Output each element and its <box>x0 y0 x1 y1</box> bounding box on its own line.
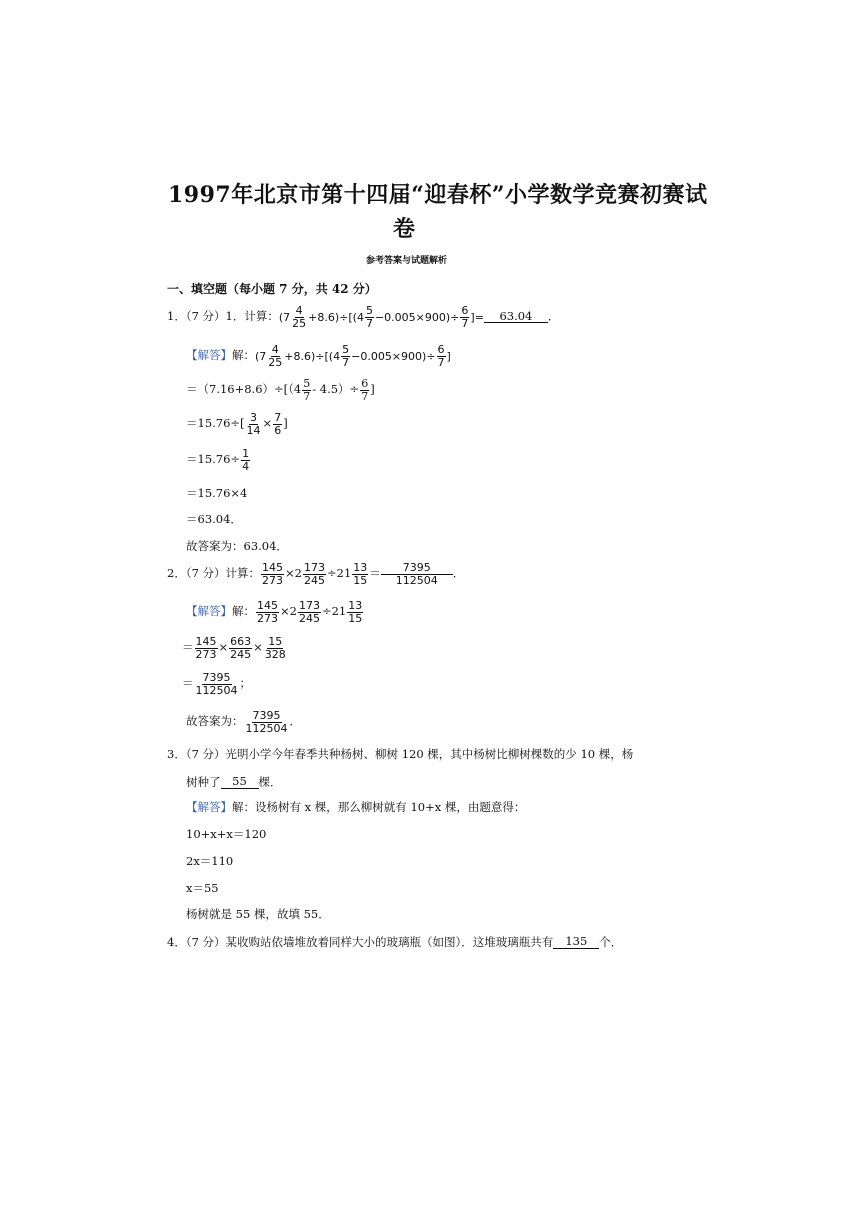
q2-step-1: ＝ $\frac{145}{273}$ × $\frac{663}{245}$ × $\frac{15}{328}$ <box>182 635 286 661</box>
solution-label: 【解答】 <box>186 800 232 814</box>
q1-final-answer: 故答案为：63.04． <box>186 539 288 553</box>
fraction: $\frac{5}{7}$ <box>365 304 373 330</box>
q1-step-1: ＝（7.16+8.6）÷[（4 $\frac{5}{7}$ - 4.5）÷ $\frac{6}{7}$ ] <box>186 377 375 403</box>
page-title: 1997年北京市第十四届“迎春杯”小学数学竞赛初赛试 <box>168 182 708 208</box>
fraction: $\frac{4}{25}$ <box>292 304 307 330</box>
q1-step-2: ＝15.76÷[ $\frac{3}{14}$ × $\frac{7}{6}$ ] <box>186 411 288 437</box>
fraction: $\frac{173}{245}$ <box>298 599 320 625</box>
fraction: $\frac{663}{245}$ <box>230 635 252 661</box>
question-1: 1．（7 分）1．计算： (7 $\frac{4}{25}$ +8.6)÷[(4 $\frac{5}{7}$ −0.005×900)÷ $\frac{6}{7}$ ]= 63.04 ． <box>167 304 560 330</box>
q1-step-5: ＝63.04． <box>186 512 242 526</box>
fraction: $\frac{145}{273}$ <box>257 599 278 625</box>
fraction: $\frac{5}{7}$ <box>303 377 311 403</box>
fraction: $\frac{5}{7}$ <box>342 343 350 369</box>
fraction: $\frac{3}{14}$ <box>246 411 261 437</box>
question-3-line-1: 3．（7 分）光明小学今年春季共种杨树、柳树 120 棵，其中杨树比柳树棵数的少 10 棵，杨 <box>167 747 634 761</box>
q2-step-2: ＝ $\frac{7395}{112504}$ ； <box>182 671 251 697</box>
fraction: $\frac{6}{7}$ <box>361 377 369 403</box>
q2-final-answer: 故答案为： $\frac{7395}{112504}$ ． <box>186 709 301 735</box>
q1-step-4: ＝15.76×4 <box>186 486 248 500</box>
fraction: $\frac{145}{273}$ <box>195 635 217 661</box>
page-subtitle: 参考答案与试题解析 <box>366 256 448 266</box>
fraction: $\frac{1}{4}$ <box>242 447 250 473</box>
q3-final-answer: 杨树就是 55 棵，故填 55． <box>186 907 330 921</box>
q3-answer-blank: 55 <box>221 776 259 789</box>
q3-equation-3: x＝55 <box>186 881 219 895</box>
q1-number: 1．（7 分）1．计算： <box>167 309 279 324</box>
q2-solution-line: 【解答】 解： $\frac{145}{273}$ ×2 $\frac{173}{245}$ ÷21 $\frac{13}{15}$ <box>186 599 363 625</box>
fraction: $\frac{7}{6}$ <box>274 411 282 437</box>
solution-label: 【解答】 <box>186 604 232 619</box>
fraction: $\frac{13}{15}$ <box>348 599 363 625</box>
solution-label: 【解答】 <box>186 348 232 363</box>
q1-solution-line: 【解答】 解： (7 $\frac{4}{25}$ +8.6)÷[(4 $\frac{5}{7}$ −0.005×900)÷ $\frac{6}{7}$ ] <box>186 343 451 369</box>
q1-step-3: ＝15.76÷ $\frac{1}{4}$ <box>186 447 250 473</box>
fraction: $\frac{145}{273}$ <box>262 561 284 587</box>
fraction: $\frac{4}{25}$ <box>268 343 283 369</box>
q4-answer-blank: 135 <box>553 936 599 949</box>
q3-equation-2: 2x＝110 <box>186 854 234 868</box>
fraction: $\frac{6}{7}$ <box>437 343 445 369</box>
fraction: $\frac{6}{7}$ <box>461 304 469 330</box>
page-title-line2: 卷 <box>393 216 416 242</box>
fraction: $\frac{7395}{112504}$ <box>245 709 288 735</box>
fraction: $\frac{7395}{112504}$ <box>195 671 238 697</box>
q3-equation-1: 10+x+x＝120 <box>186 827 267 841</box>
q3-solution-line: 【解答】 解： 设杨树有 x 棵，那么柳树就有 10+x 棵，由题意得： <box>186 800 526 814</box>
fraction: $\frac{15}{328}$ <box>264 635 286 661</box>
q2-answer-blank: $\frac{7395}{112504}$ <box>382 562 452 586</box>
fraction: $\frac{13}{15}$ <box>353 561 368 587</box>
question-3-line-2: 树种了 55 棵． <box>186 774 282 789</box>
question-2: 2．（7 分）计算： $\frac{145}{273}$ ×2 $\frac{173}{245}$ ÷21 $\frac{13}{15}$ ＝ $\frac{7395}{112504}$ ． <box>167 561 465 587</box>
q1-answer-blank: 63.04 <box>484 311 548 324</box>
fraction: $\frac{173}{245}$ <box>304 561 325 587</box>
section-heading: 一、填空题（每小题 7 分，共 42 分） <box>167 282 377 296</box>
q1-expression: (7 <box>278 310 291 324</box>
question-4: 4．（7 分）某收购站依墙堆放着同样大小的玻璃瓶（如图）．这堆玻璃瓶共有 135 个． <box>167 934 623 949</box>
